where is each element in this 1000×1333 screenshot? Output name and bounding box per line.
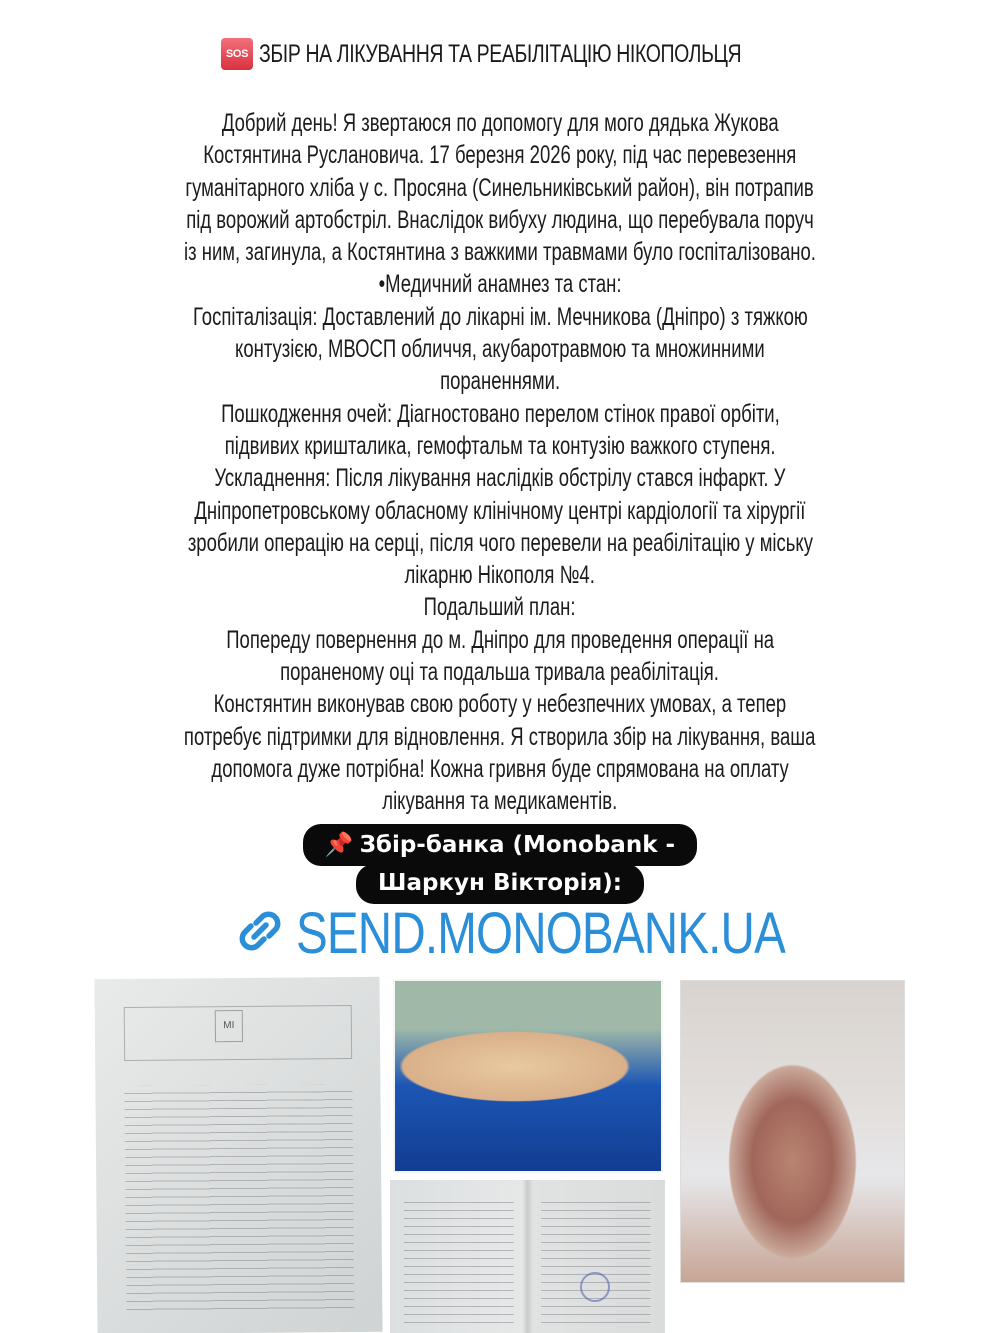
appeal-line — [0, 624, 1000, 656]
appeal-line-text: під ворожий артобстріл. Внаслідок вибуху людина, що перебувала поруч — [186, 205, 814, 234]
appeal-line-text: зробили операцію на серці, після чого перевели на реабілітацію у міську — [187, 528, 813, 557]
appeal-line — [0, 301, 1000, 333]
ministry-logo: МІ — [214, 1010, 243, 1042]
appeal-line — [0, 107, 1000, 139]
appeal-line-text: пораненнями. — [439, 367, 561, 396]
appeal-line — [0, 721, 1000, 753]
appeal-line — [0, 656, 1000, 688]
appeal-line-text: •Медичний анамнез та стан: — [378, 270, 622, 299]
appeal-line — [0, 333, 1000, 365]
injured-arm-photo — [393, 979, 663, 1173]
appeal-line-text: контузією, МВОСП обличчя, акубаротравмою та множинними — [235, 335, 765, 364]
appeal-line — [0, 398, 1000, 430]
bank-label — [0, 824, 1000, 904]
appeal-line-text: Подальший план: — [424, 593, 576, 622]
appeal-line — [0, 591, 1000, 623]
appeal-line-text: Ускладнення: Після лікування наслідків обстрілу стався інфаркт. У — [214, 464, 786, 493]
appeal-line-text: лікування та медикаментів. — [382, 787, 618, 816]
appeal-line — [0, 688, 1000, 720]
monobank-link[interactable] — [0, 900, 1000, 967]
appeal-line-text: Добрий день! Я звертаюся по допомогу для мого дядька Жукова — [221, 109, 779, 137]
appeal-line — [0, 785, 1000, 817]
appeal-line-text: Госпіталізація: Доставлений до лікарні ім. Мечникова (Дніпро) з тяжкою — [192, 302, 808, 331]
appeal-line-text: гуманітарного хліба у с. Просяна (Синельниківський район), він потрапив — [185, 173, 815, 202]
appeal-line — [0, 559, 1000, 591]
appeal-line — [0, 495, 1000, 527]
appeal-line-text: лікарню Нікополя №4. — [404, 561, 596, 590]
appeal-line-text: із ним, загинула, а Костянтина з важкими травмами було госпіталізовано. — [184, 238, 816, 267]
document-text-lines-right — [541, 1195, 651, 1325]
appeal-line — [0, 753, 1000, 785]
appeal-line — [0, 268, 1000, 300]
appeal-line-text: Констянтин виконував свою роботу у небезпечних умовах, а тепер — [213, 690, 787, 719]
appeal-line-text: Дніпропетровському обласному клінічному центрі кардіології та хірургії — [194, 496, 806, 525]
link-text[interactable]: SEND.MONOBANK.UA — [296, 901, 785, 966]
appeal-line — [0, 139, 1000, 171]
bank-label-line1 — [303, 824, 697, 866]
appeal-text — [0, 107, 1000, 818]
document-text-lines — [124, 1084, 354, 1317]
appeal-line-text: Костянтина Руслановича. 17 березня 2026 року, під час перевезення — [203, 141, 797, 170]
appeal-line-text: підвивих кришталика, гемофтальм та контузію важкого ступеня. — [224, 431, 776, 460]
appeal-line — [0, 236, 1000, 268]
appeal-line — [0, 430, 1000, 462]
appeal-line — [0, 462, 1000, 494]
appeal-line — [0, 527, 1000, 559]
appeal-line — [0, 172, 1000, 204]
appeal-line — [0, 204, 1000, 236]
injured-face-photo — [680, 980, 905, 1283]
appeal-line-text: Пошкодження очей: Діагностовано перелом стінок правої орбіти, — [220, 399, 780, 428]
medical-document-photo — [94, 977, 382, 1333]
bank-label-line2 — [356, 864, 644, 904]
bank-label-text2: Шаркун Вікторія): — [378, 870, 622, 896]
appeal-line-text: пораненому оці та подальша тривала реабілітація. — [280, 658, 720, 687]
appeal-line — [0, 365, 1000, 397]
appeal-line-text: Попереду повернення до м. Дніпро для проведення операції на — [226, 625, 774, 654]
link-icon — [234, 905, 286, 962]
appeal-line-text: допомога дуже потрібна! Кожна гривня буде спрямована на оплату — [211, 754, 789, 783]
page-title — [0, 38, 1000, 70]
pushpin-icon: 📌 — [324, 832, 354, 858]
fundraiser-title: ЗБІР НА ЛІКУВАННЯ ТА РЕАБІЛІТАЦІЮ НІКОПОЛЬЦЯ — [259, 39, 742, 68]
bank-label-text1: Збір-банка (Monobank - — [359, 832, 676, 858]
discharge-papers-photo — [390, 1180, 665, 1333]
document-text-lines-left — [404, 1195, 514, 1325]
sos-icon: SOS — [221, 38, 253, 70]
appeal-line-text: потребує підтримки для відновлення. Я створила збір на лікування, ваша — [184, 722, 816, 751]
